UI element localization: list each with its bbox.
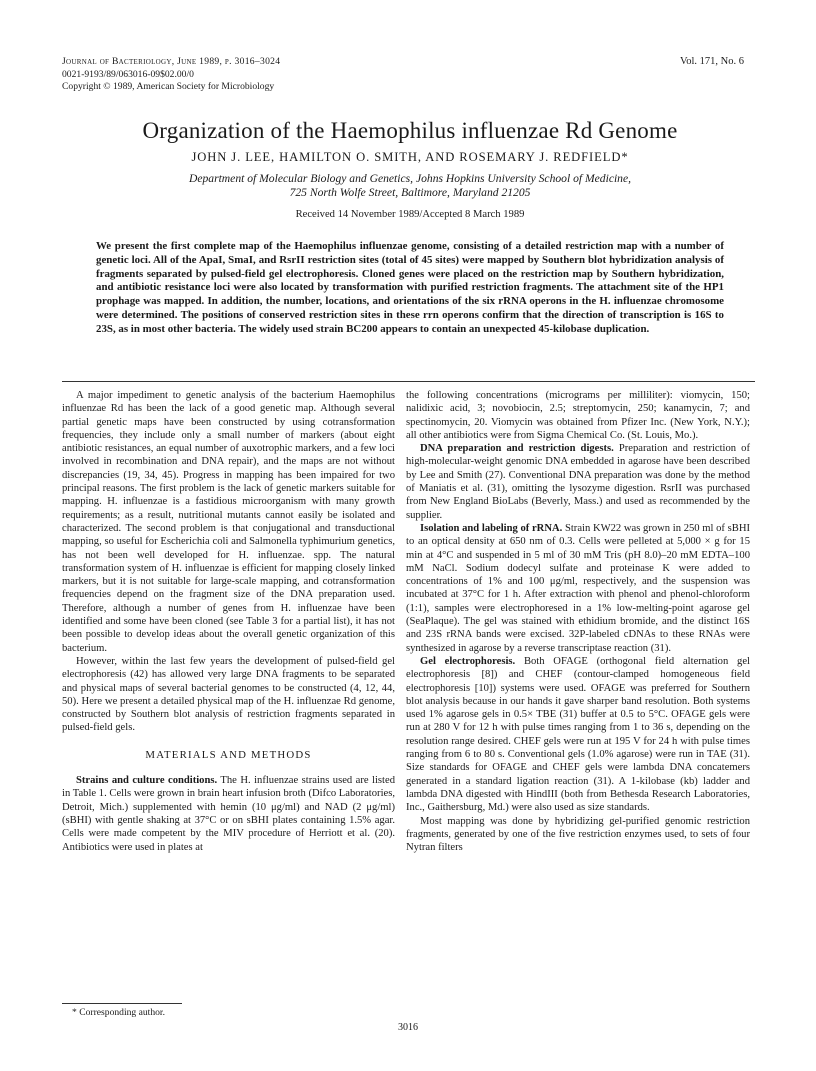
mapping-paragraph: Most mapping was done by hybridizing gel-purified genomic restriction fragments, generated by one of the five restriction enzymes used, to sets of four Nytran filters (406, 815, 750, 854)
dna-heading: DNA preparation and restriction digests. (420, 443, 614, 455)
intro-paragraph-2: However, within the last few years the development of pulsed-field gel electrophoresis (42) has allowed very large DNA fragments to be separated and physical maps of several bacterial genomes to be constructed (4, 12, 44, 50). Here we present a detailed physical map of the H. influenzae Rd genome, constructed by Southern blot analysis of restriction fragments separated in pulsed-field gels. (62, 655, 395, 734)
author-list: JOHN J. LEE, HAMILTON O. SMITH, AND ROSEMARY J. REDFIELD* (191, 150, 629, 164)
dna-text: Preparation and restriction of high-molecular-weight genomic DNA embedded in agarose have been described by Lee and Smith (27). Conventional DNA preparation was done by the method of Maniatis et al. (31), omitting the lysozyme digestion. RsrII was purchased from New England BioLabs (Beverly, Mass.) and used as recommended by the supplier. (406, 443, 750, 521)
gel-heading: Gel electrophoresis. (420, 655, 516, 667)
page-number: 3016 (398, 1022, 418, 1033)
affiliation (90, 172, 730, 200)
strains-paragraph (62, 774, 395, 854)
issn-line: 0021-9193/89/063016-09$02.00/0 (62, 68, 194, 80)
gel-text: Both OFAGE (orthogonal field alternation gel electrophoresis [8]) and CHEF (contour-clamped homogeneous field electrophoresis [10]) systems were used. OFAGE was preferred for Southern blot analysis because in our hands it gave sharper band resolution. Both systems used 1% agarose gels in 0.5× TBE (31) buffer at 0.5 to 5°C. OFAGE gels were run at 280 V for 12 h with pulse times ranging from 1 to 36 s, depending on the resolution range desired. CHEF gels were run at 195 V for 24 h with pulse times ranging from 6 to 80 s. Conventional gels (1.0% agarose) were run in TAE (31). Size standards for OFAGE and CHEF gels were lambda DNA concatemers generated in a standard ligation reaction (31). A 1-kilobase (kb) ladder and lambda DNA digested with HindIII (both from Bethesda Research Laboratories, Inc., Gaithersburg, Md.) were also used as size standards. (406, 655, 750, 814)
right-column (406, 389, 750, 854)
article-title: Organization of the Haemophilus influenzae Rd Genome (142, 118, 678, 143)
footnote-divider (62, 1003, 182, 1004)
gel-paragraph (406, 655, 750, 815)
corresponding-author-footnote: * Corresponding author. (72, 1007, 165, 1018)
abstract-divider (62, 381, 755, 382)
rrna-paragraph (406, 522, 750, 655)
section-heading-methods: MATERIALS AND METHODS (145, 748, 312, 761)
affiliation-line-1: Department of Molecular Biology and Genetics, Johns Hopkins University School of Medicine, (188, 172, 632, 185)
strains-heading: Strains and culture conditions. (76, 775, 218, 787)
strains-text: The H. influenzae strains used are listed in Table 1. Cells were grown in brain heart infusion broth (Difco Laboratories, Detroit, Mich.) supplemented with hemin (10 μg/ml) and NAD (2 μg/ml) (sBHI) with gentle shaking at 37°C or on sBHI plates containing 1.5% agar. Cells were made competent by the MIV procedure of Herriott et al. (20). Antibiotics were used in plates at (62, 775, 395, 853)
rrna-heading: Isolation and labeling of rRNA. (420, 522, 563, 534)
abstract: We present the first complete map of the Haemophilus influenzae genome, consisting of a detailed restriction map with a number of genetic loci. All of the ApaI, SmaI, and RsrII restriction sites (total of 45 sites) were mapped by Southern blot hybridization analysis of fragments separated by pulsed-field gel electrophoresis. Cloned genes were placed on the restriction map by Southern hybridization, and antibiotic resistance loci were also located by transformation with purified restriction fragments. The attachment site of the HP1 prophage was mapped. In addition, the number, locations, and orientations of the six rRNA operons in the H. influenzae chromosome were determined. The positions of conserved restriction sites in these rrn operons confirm that the direction of transcription is 16S to 23S, as in most other bacteria. The widely used strain BC200 appears to contain an unexpected 45-kilobase duplication. (96, 240, 724, 335)
affiliation-line-2: 725 North Wolfe Street, Baltimore, Maryland 21205 (289, 186, 531, 199)
dna-paragraph (406, 442, 750, 522)
left-column (62, 389, 395, 854)
volume-issue: Vol. 171, No. 6 (680, 56, 744, 67)
copyright-line: Copyright © 1989, American Society for Microbiology (62, 81, 275, 93)
antibiotics-continuation: the following concentrations (micrograms per milliliter): viomycin, 150; nalidixic acid, 3; novobiocin, 2.5; streptomycin, 250; kanamycin, 7; and spectinomycin, 20. Viomycin was obtained from Pfizer Inc. (New York, N.Y.); all other antibiotics were from Sigma Chemical Co. (St. Louis, Mo.). (406, 390, 750, 441)
running-header (62, 56, 280, 94)
intro-paragraph-1: A major impediment to genetic analysis of the bacterium Haemophilus influenzae Rd has been the lack of a good genetic map. Although several partial genetic maps have been constructed by using cotransformation frequencies, they include only a small number of markers (about eight antibiotic resistances, an equal number of auxotrophic markers, and a few loci involved in recombination and DNA repair), and the maps are not without discrepancies (19, 34, 45). Progress in mapping has been impaired for two principal reasons. The first problem is the lack of genetic markers suitable for mapping. H. influenzae is a fastidious microorganism with many growth requirements; as a result, nutritional mutants cannot easily be isolated and characterized. The second problem is that conjugational and transductional mapping, so useful for Escherichia coli and Salmonella typhimurium genetics, has not been well developed for H. influenzae. spp. The natural transformation system of H. influenzae is efficient for mapping closely linked markers, but it is not suitable for large-scale mapping, and cotransformation frequencies depend on the fragment size of the DNA preparation used. Therefore, although a number of genes from H. influenzae have been identified and some have been cloned (see Table 3 for a partial list), it has not been possible to develop ideas about the overall genetic organization of this bacterium. (62, 390, 395, 654)
journal-citation: Journal of Bacteriology, June 1989, p. 3016–3024 (62, 56, 281, 67)
received-dates: Received 14 November 1989/Accepted 8 March 1989 (295, 209, 525, 220)
rrna-text: Strain KW22 was grown in 250 ml of sBHI to an optical density at 650 nm of 0.3. Cells were pelleted at 5,000 × g for 15 min at 4°C and suspended in 5 ml of 30 mM Tris (pH 8.0)–20 mM EDTA–100 mM NaCl. Sodium dodecyl sulfate and proteinase K were added to concentrations of 1% and 100 μg/ml, respectively, and the suspension was incubated at 37°C for 1 h. After extraction with phenol and phenol-chloroform (1:1), samples were electrophoresed in a 1% low-melting-point agarose gel (SeaPlaque). The gel was stained with ethidium bromide, and the distinct 16S and 23S rRNA bands were excised. 32P-labeled cDNAs to these RNAs were synthesized in agarose by a reverse transcriptase reaction (31). (406, 522, 750, 654)
